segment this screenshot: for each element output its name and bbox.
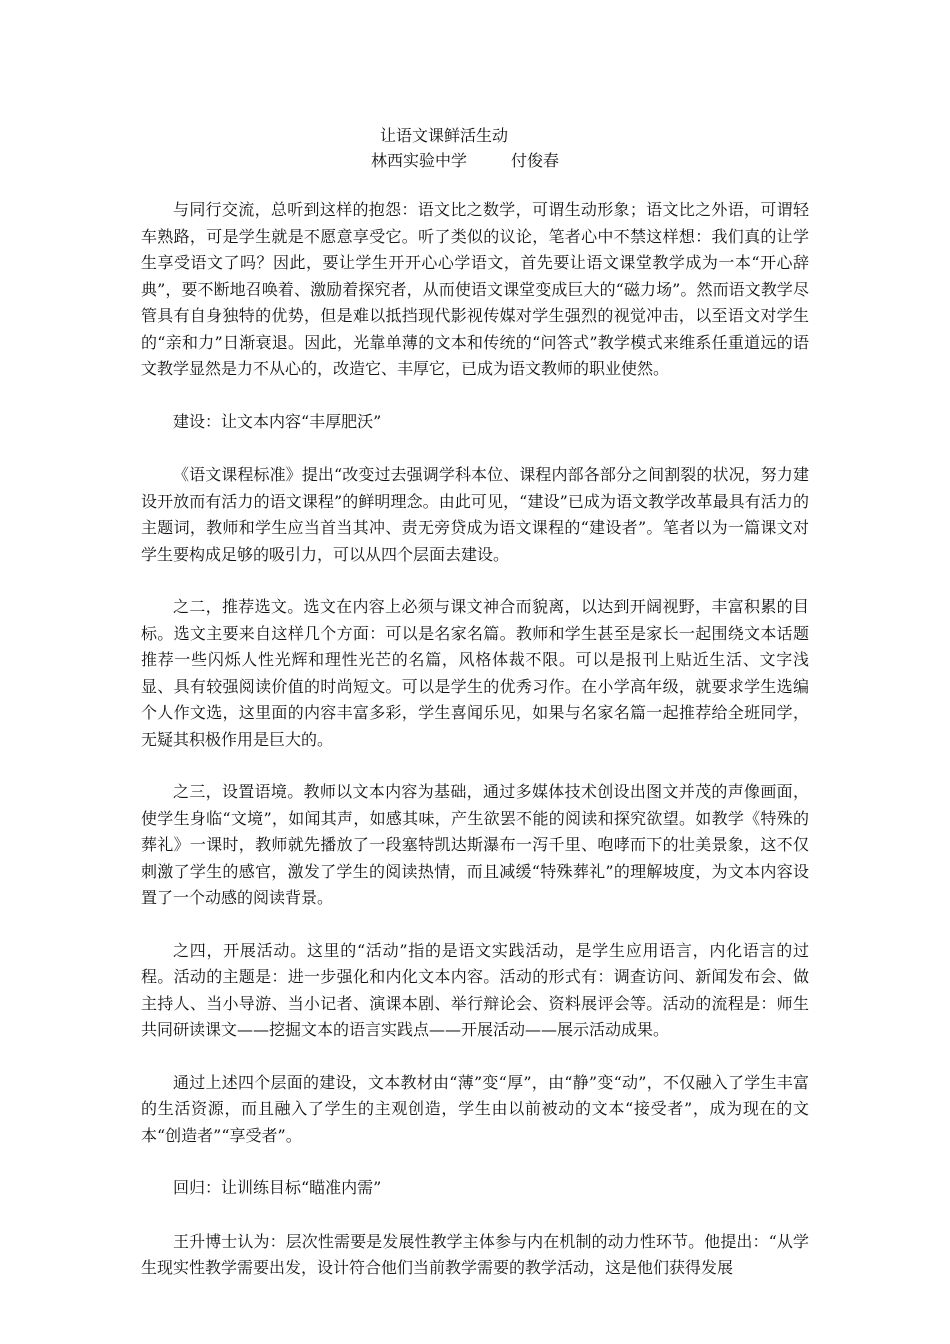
paragraph-second: 之二，推荐选文。选文在内容上必须与课文神合而貌离，以达到开阔视野，丰富积累的目标。选文主要来自这样几个方面：可以是名家名篇。教师和学生甚至是家长一起围绕文本话题推荐一些闪烁人性光辉和理性光芒的名篇，风格体裁不限。可以是报刊上贴近生活、文字浅显、具有较强阅读价值的时尚短文。可以是学生的优秀习作。在小学高年级，就要求学生选编个人作文选，这里面的内容丰富多彩，学生喜闻乐见，如果与名家名篇一起推荐给全班同学，无疑其积极作用是巨大的。 xyxy=(141,597,809,749)
paragraph-summary: 通过上述四个层面的建设，文本教材由“薄”变“厚”，由“静”变“动”，不仅融入了学生丰富的生活资源，而且融入了学生的主观创造，学生由以前被动的文本“接受者”，成为现在的文本“创造者”“享受者”。 xyxy=(141,1072,809,1145)
section-heading-return: 回归：让训练目标“瞄准内需” xyxy=(173,1178,382,1197)
paragraph-wang: 王升博士认为：层次性需要是发展性教学主体参与内在机制的动力性环节。他提出：“从学生现实性教学需要出发，设计符合他们当前教学需要的教学活动，这是他们获得发展 xyxy=(141,1231,809,1277)
article-body xyxy=(141,197,809,1282)
page-title: 让语文课鲜活生动 xyxy=(379,126,508,145)
author-name: 付俊春 xyxy=(511,151,560,170)
paragraph-curriculum: 《语文课程标准》提出“改变过去强调学科本位、课程内部各部分之间割裂的状况，努力建设开放而有活力的语文课程”的鲜明理念。由此可见，“建设”已成为语文教学改革最具有活力的主题词，教师和学生应当首当其冲、责无旁贷成为语文课程的“建设者”。笔者以为一篇课文对学生要构成足够的吸引力，可以从四个层面去建设。 xyxy=(141,465,809,564)
section-heading-build: 建设：让文本内容“丰厚肥沃” xyxy=(173,411,382,431)
byline xyxy=(0,149,930,173)
paragraph-fourth: 之四，开展活动。这里的“活动”指的是语文实践活动，是学生应用语言，内化语言的过程。活动的主题是：进一步强化和内化文本内容。活动的形式有：调查访问、新闻发布会、做主持人、当小导游、当小记者、演课本剧、举行辩论会、资料展评会等。活动的流程是：师生共同研读课文——挖掘文本的语言实践点——开展活动——展示活动成果。 xyxy=(141,940,809,1039)
paragraph-intro: 与同行交流，总听到这样的抱怨：语文比之数学，可谓生动形象；语文比之外语，可谓轻车熟路，可是学生就是不愿意享受它。听了类似的议论，笔者心中不禁这样想：我们真的让学生享受语文了吗？因此，要让学生开开心心学语文，首先要让语文课堂教学成为一本“开心辞典”，要不断地召唤着、激励着探究者，从而使语文课堂变成巨大的“磁力场”。然而语文教学尽管具有自身独特的优势，但是难以抵挡现代影视传媒对学生强烈的视觉冲击，以至语文对学生的“亲和力”日渐衰退。因此，光靠单薄的文本和传统的“问答式”教学模式来维系任重道远的语文教学显然是力不从心的，改造它、丰厚它，已成为语文教师的职业使然。 xyxy=(141,200,809,378)
paragraph-third: 之三，设置语境。教师以文本内容为基础，通过多媒体技术创设出图文并茂的声像画面，使学生身临“文境”，如闻其声，如感其味，产生欲罢不能的阅读和探究欲望。如教学《特殊的葬礼》一课时，教师就先播放了一段塞特凯达斯瀑布一泻千里、咆哮而下的壮美景象，这不仅刺激了学生的感官，激发了学生的阅读热情，而且减缓“特殊葬礼”的理解坡度，为文本内容设置了一个动感的阅读背景。 xyxy=(141,782,809,907)
school-name: 林西实验中学 xyxy=(370,151,467,170)
